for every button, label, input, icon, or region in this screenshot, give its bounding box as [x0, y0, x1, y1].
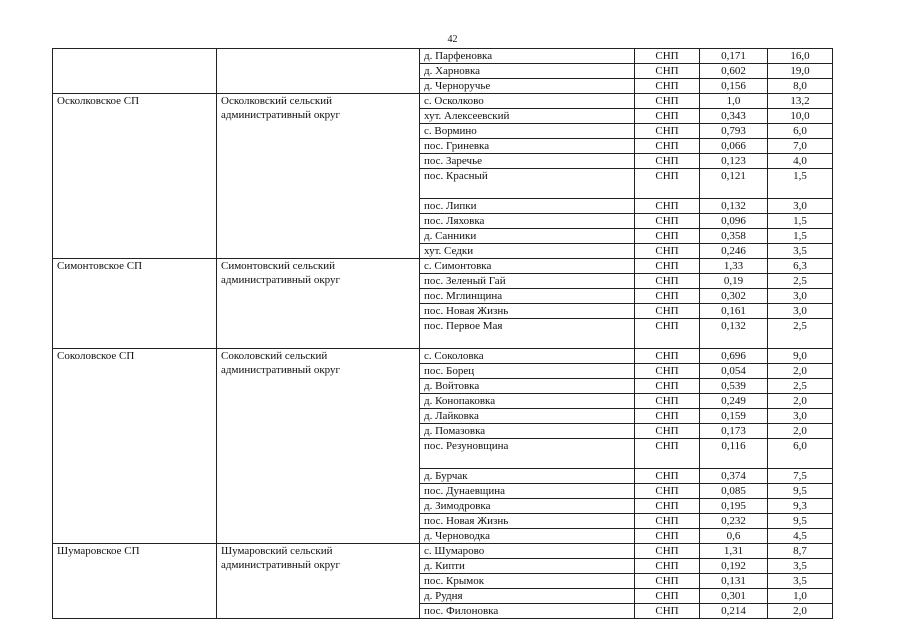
settlement-type-cell: СНП: [635, 244, 700, 259]
value-cell: 7,0: [768, 139, 833, 154]
value-cell: 2,5: [768, 274, 833, 289]
value-cell: 9,5: [768, 484, 833, 499]
settlement-type-cell: СНП: [635, 319, 700, 349]
area-cell: 0,085: [700, 484, 768, 499]
settlement-name-cell: пос. Новая Жизнь: [420, 514, 635, 529]
settlement-type-cell: СНП: [635, 214, 700, 229]
settlement-name-cell: пос. Крымок: [420, 574, 635, 589]
settlement-type-cell: СНП: [635, 289, 700, 304]
value-cell: 6,0: [768, 439, 833, 469]
area-cell: 0,301: [700, 589, 768, 604]
value-cell: 1,5: [768, 169, 833, 199]
settlement-name-cell: с. Шумарово: [420, 544, 635, 559]
area-cell: 0,374: [700, 469, 768, 484]
area-cell: 0,132: [700, 319, 768, 349]
area-cell: 0,116: [700, 439, 768, 469]
administrative-district-cell: Шумаровский сельский административный округ: [217, 544, 420, 619]
settlement-name-cell: д. Бурчак: [420, 469, 635, 484]
settlement-type-cell: СНП: [635, 544, 700, 559]
area-cell: 0,232: [700, 514, 768, 529]
settlement-name-cell: пос. Дунаевщина: [420, 484, 635, 499]
area-cell: 1,31: [700, 544, 768, 559]
area-cell: 0,171: [700, 49, 768, 64]
settlement-type-cell: СНП: [635, 94, 700, 109]
value-cell: 10,0: [768, 109, 833, 124]
settlement-name-cell: д. Зимодровка: [420, 499, 635, 514]
settlement-type-cell: СНП: [635, 484, 700, 499]
value-cell: 3,5: [768, 559, 833, 574]
area-cell: 0,131: [700, 574, 768, 589]
area-cell: 0,132: [700, 199, 768, 214]
settlement-name-cell: д. Санники: [420, 229, 635, 244]
settlement-type-cell: СНП: [635, 559, 700, 574]
settlement-type-cell: СНП: [635, 79, 700, 94]
table-row: [53, 349, 833, 364]
area-cell: 1,33: [700, 259, 768, 274]
settlement-name-cell: д. Помазовка: [420, 424, 635, 439]
value-cell: 9,3: [768, 499, 833, 514]
settlements-table: [52, 48, 833, 619]
settlement-type-cell: СНП: [635, 514, 700, 529]
settlement-name-cell: с. Вормино: [420, 124, 635, 139]
table-row: [53, 94, 833, 109]
settlement-type-cell: СНП: [635, 379, 700, 394]
administrative-district-cell: [217, 49, 420, 94]
settlement-name-cell: хут. Алексеевский: [420, 109, 635, 124]
value-cell: 2,0: [768, 604, 833, 619]
value-cell: 3,5: [768, 574, 833, 589]
settlement-name-cell: д. Войтовка: [420, 379, 635, 394]
settlement-name-cell: д. Кипти: [420, 559, 635, 574]
settlement-municipality-cell: Осколковское СП: [53, 94, 217, 259]
settlement-type-cell: СНП: [635, 154, 700, 169]
settlement-name-cell: пос. Ляховка: [420, 214, 635, 229]
settlement-name-cell: д. Черноводка: [420, 529, 635, 544]
value-cell: 3,0: [768, 289, 833, 304]
area-cell: 0,123: [700, 154, 768, 169]
settlement-name-cell: д. Черноручье: [420, 79, 635, 94]
area-cell: 0,696: [700, 349, 768, 364]
settlement-type-cell: СНП: [635, 124, 700, 139]
value-cell: 4,5: [768, 529, 833, 544]
settlement-name-cell: д. Рудня: [420, 589, 635, 604]
settlement-type-cell: СНП: [635, 499, 700, 514]
settlement-name-cell: пос. Зеленый Гай: [420, 274, 635, 289]
area-cell: 0,214: [700, 604, 768, 619]
administrative-district-cell: Симонтовский сельский административный округ: [217, 259, 420, 349]
value-cell: 6,0: [768, 124, 833, 139]
value-cell: 4,0: [768, 154, 833, 169]
settlement-name-cell: д. Харновка: [420, 64, 635, 79]
settlement-name-cell: пос. Первое Мая: [420, 319, 635, 349]
settlement-name-cell: д. Конопаковка: [420, 394, 635, 409]
value-cell: 2,5: [768, 379, 833, 394]
table-row: [53, 544, 833, 559]
area-cell: 0,358: [700, 229, 768, 244]
value-cell: 8,0: [768, 79, 833, 94]
value-cell: 3,0: [768, 409, 833, 424]
table-row: [53, 49, 833, 64]
settlement-type-cell: СНП: [635, 439, 700, 469]
settlement-type-cell: СНП: [635, 469, 700, 484]
settlement-name-cell: пос. Филоновка: [420, 604, 635, 619]
value-cell: 2,5: [768, 319, 833, 349]
settlement-name-cell: пос. Красный: [420, 169, 635, 199]
area-cell: 1,0: [700, 94, 768, 109]
settlement-municipality-cell: [53, 49, 217, 94]
value-cell: 2,0: [768, 364, 833, 379]
settlement-type-cell: СНП: [635, 529, 700, 544]
value-cell: 6,3: [768, 259, 833, 274]
settlement-name-cell: пос. Липки: [420, 199, 635, 214]
settlement-type-cell: СНП: [635, 604, 700, 619]
settlement-type-cell: СНП: [635, 49, 700, 64]
area-cell: 0,066: [700, 139, 768, 154]
value-cell: 19,0: [768, 64, 833, 79]
area-cell: 0,793: [700, 124, 768, 139]
settlement-type-cell: СНП: [635, 589, 700, 604]
settlement-type-cell: СНП: [635, 274, 700, 289]
area-cell: 0,096: [700, 214, 768, 229]
administrative-district-cell: Осколковский сельский административный округ: [217, 94, 420, 259]
value-cell: 3,5: [768, 244, 833, 259]
area-cell: 0,173: [700, 424, 768, 439]
settlement-name-cell: пос. Заречье: [420, 154, 635, 169]
value-cell: 7,5: [768, 469, 833, 484]
value-cell: 16,0: [768, 49, 833, 64]
area-cell: 0,192: [700, 559, 768, 574]
settlement-name-cell: хут. Седки: [420, 244, 635, 259]
value-cell: 8,7: [768, 544, 833, 559]
page-number: 42: [447, 34, 458, 45]
administrative-district-cell: Соколовский сельский административный округ: [217, 349, 420, 544]
settlement-type-cell: СНП: [635, 64, 700, 79]
settlement-type-cell: СНП: [635, 169, 700, 199]
settlement-name-cell: д. Лайковка: [420, 409, 635, 424]
value-cell: 2,0: [768, 394, 833, 409]
area-cell: 0,246: [700, 244, 768, 259]
area-cell: 0,343: [700, 109, 768, 124]
settlement-name-cell: д. Парфеновка: [420, 49, 635, 64]
value-cell: 1,5: [768, 229, 833, 244]
value-cell: 13,2: [768, 94, 833, 109]
area-cell: 0,156: [700, 79, 768, 94]
settlement-type-cell: СНП: [635, 139, 700, 154]
area-cell: 0,054: [700, 364, 768, 379]
settlement-name-cell: с. Соколовка: [420, 349, 635, 364]
settlement-name-cell: пос. Борец: [420, 364, 635, 379]
area-cell: 0,249: [700, 394, 768, 409]
value-cell: 1,5: [768, 214, 833, 229]
settlement-name-cell: пос. Новая Жизнь: [420, 304, 635, 319]
settlement-name-cell: с. Осколково: [420, 94, 635, 109]
area-cell: 0,6: [700, 529, 768, 544]
settlement-municipality-cell: Соколовское СП: [53, 349, 217, 544]
area-cell: 0,302: [700, 289, 768, 304]
settlement-name-cell: с. Симонтовка: [420, 259, 635, 274]
settlement-type-cell: СНП: [635, 394, 700, 409]
settlement-type-cell: СНП: [635, 349, 700, 364]
value-cell: 9,0: [768, 349, 833, 364]
value-cell: 3,0: [768, 199, 833, 214]
area-cell: 0,121: [700, 169, 768, 199]
settlement-name-cell: пос. Мглинщина: [420, 289, 635, 304]
area-cell: 0,161: [700, 304, 768, 319]
settlement-name-cell: пос. Резуновщина: [420, 439, 635, 469]
settlement-type-cell: СНП: [635, 364, 700, 379]
value-cell: 9,5: [768, 514, 833, 529]
value-cell: 3,0: [768, 304, 833, 319]
area-cell: 0,602: [700, 64, 768, 79]
settlement-type-cell: СНП: [635, 199, 700, 214]
settlement-name-cell: пос. Гриневка: [420, 139, 635, 154]
area-cell: 0,19: [700, 274, 768, 289]
settlement-municipality-cell: Симонтовское СП: [53, 259, 217, 349]
value-cell: 1,0: [768, 589, 833, 604]
settlement-type-cell: СНП: [635, 259, 700, 274]
area-cell: 0,539: [700, 379, 768, 394]
settlement-municipality-cell: Шумаровское СП: [53, 544, 217, 619]
settlement-type-cell: СНП: [635, 304, 700, 319]
area-cell: 0,159: [700, 409, 768, 424]
value-cell: 2,0: [768, 424, 833, 439]
settlement-type-cell: СНП: [635, 574, 700, 589]
settlement-type-cell: СНП: [635, 229, 700, 244]
area-cell: 0,195: [700, 499, 768, 514]
settlement-type-cell: СНП: [635, 409, 700, 424]
table-row: [53, 259, 833, 274]
settlement-type-cell: СНП: [635, 424, 700, 439]
settlement-type-cell: СНП: [635, 109, 700, 124]
